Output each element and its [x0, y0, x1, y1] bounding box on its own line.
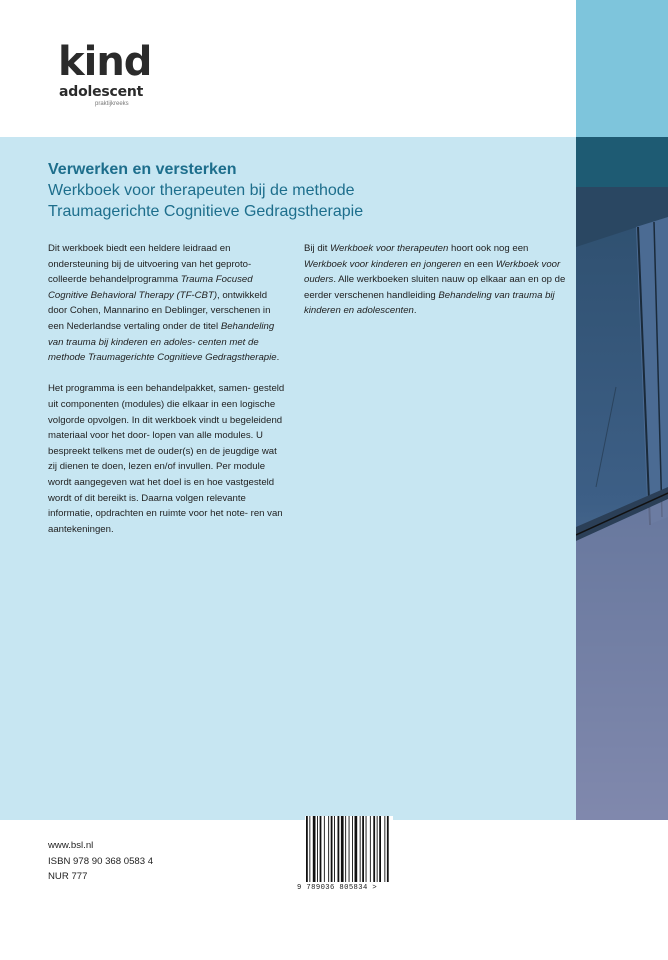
logo-subtitle: adolescent	[59, 84, 144, 100]
text-run: . Alle werkboeken sluiten nauw op elkaar aan en op de eerder verschenen handleiding	[304, 274, 566, 301]
barcode-bar	[320, 816, 322, 882]
publisher-logo	[58, 39, 152, 108]
book-subtitle-line-2: Traumagerichte Cognitieve Gedragstherapie	[48, 203, 364, 220]
cover-illustration	[576, 187, 668, 820]
text-run: .	[413, 305, 417, 317]
nur-code: NUR 777	[48, 871, 88, 883]
barcode	[305, 816, 393, 882]
back-cover-heading	[48, 160, 568, 222]
italic-title-run: Behandeling van trauma bij kinderen en adolescenten	[304, 289, 555, 317]
left-paragraph-1	[48, 241, 288, 366]
isbn: ISBN 978 90 368 0583 4	[48, 855, 154, 867]
barcode-bar	[309, 816, 310, 882]
barcode-bar	[331, 816, 333, 882]
accent-block	[576, 0, 668, 137]
italic-title-run: Behandeling van trauma bij kinderen en adoles- centen met de methode Traumagerichte Cognitieve Gedragstherapie	[48, 320, 277, 364]
right-column	[304, 241, 566, 335]
barcode-bar	[360, 816, 361, 882]
barcode-bar	[362, 816, 364, 882]
text-run: , ontwikkeld door Cohen, Mannarino en Deblinger, verschenen in een Nederlandse vertaling onder de titel	[48, 289, 271, 332]
barcode-bar	[324, 816, 325, 882]
barcode-bar	[345, 816, 346, 882]
text-run: ondersteuning bij de uitvoering van het geproto-	[48, 258, 252, 270]
barcode-bar	[379, 816, 381, 882]
text-run: Bij dit	[304, 243, 331, 254]
right-paragraph-1	[304, 241, 566, 319]
barcode-bar	[306, 816, 308, 882]
barcode-bar	[384, 816, 385, 882]
barcode-bar	[349, 816, 350, 882]
text-run: hoort ook nog een	[448, 243, 529, 254]
barcode-bar	[341, 816, 344, 882]
left-column	[48, 241, 288, 553]
italic-title-run: Werkboek voor kinderen en jongeren	[304, 258, 462, 270]
text-run: en een	[461, 258, 496, 270]
barcode-bar	[373, 816, 375, 882]
barcode-bar	[377, 816, 378, 882]
accent-band	[576, 137, 668, 187]
barcode-bar	[338, 816, 340, 882]
text-run: colleerde behandelprogramma	[48, 274, 181, 286]
barcode-bar	[366, 816, 367, 882]
barcode-digits: 9 789036 805834 >	[297, 884, 378, 892]
barcode-bar	[313, 816, 316, 882]
barcode-bar	[334, 816, 335, 882]
left-paragraph-2: Het programma is een behandelpakket, samen- gesteld uit componenten (modules) die elkaar in een logische volgorde opvolgen. In dit werkboek vindt u begeleidend materiaal voor het door- lopen van alle modules. U bespreekt telkens met de ouder(s) en de jeugdige wat zij dienen te doen, lezen en/of invullen. Per module wordt aangegeven wat het doel is en hoe vastgesteld wordt of dit bereikt is. Daarna volgen relevante informatie, opdrachten en ruimte voor het note- ren van aantekeningen.	[48, 383, 285, 535]
text-run: .	[276, 352, 280, 364]
book-title: Verwerken en versterken	[48, 161, 237, 178]
publication-info	[48, 838, 153, 885]
italic-title-run: Werkboek voor ouders	[304, 258, 561, 286]
barcode-bar	[355, 816, 358, 882]
barcode-bar	[317, 816, 318, 882]
text-run: Dit werkboek biedt een heldere leidraad en	[48, 243, 231, 254]
logo-tagline: praktijkreeks	[95, 101, 129, 107]
barcode-bar	[387, 816, 389, 882]
barcode-bar	[370, 816, 371, 882]
barcode-bar	[352, 816, 353, 882]
logo-brand: kind	[58, 39, 152, 85]
italic-title-run: Trauma Focused Cognitive Behavioral Therapy (TF-CBT)	[48, 274, 253, 301]
publisher-website: www.bsl.nl	[48, 840, 94, 851]
barcode-bar	[328, 816, 329, 882]
italic-title-run: Werkboek voor therapeuten	[330, 243, 449, 254]
book-subtitle-line-1: Werkboek voor therapeuten bij de methode	[48, 182, 355, 199]
